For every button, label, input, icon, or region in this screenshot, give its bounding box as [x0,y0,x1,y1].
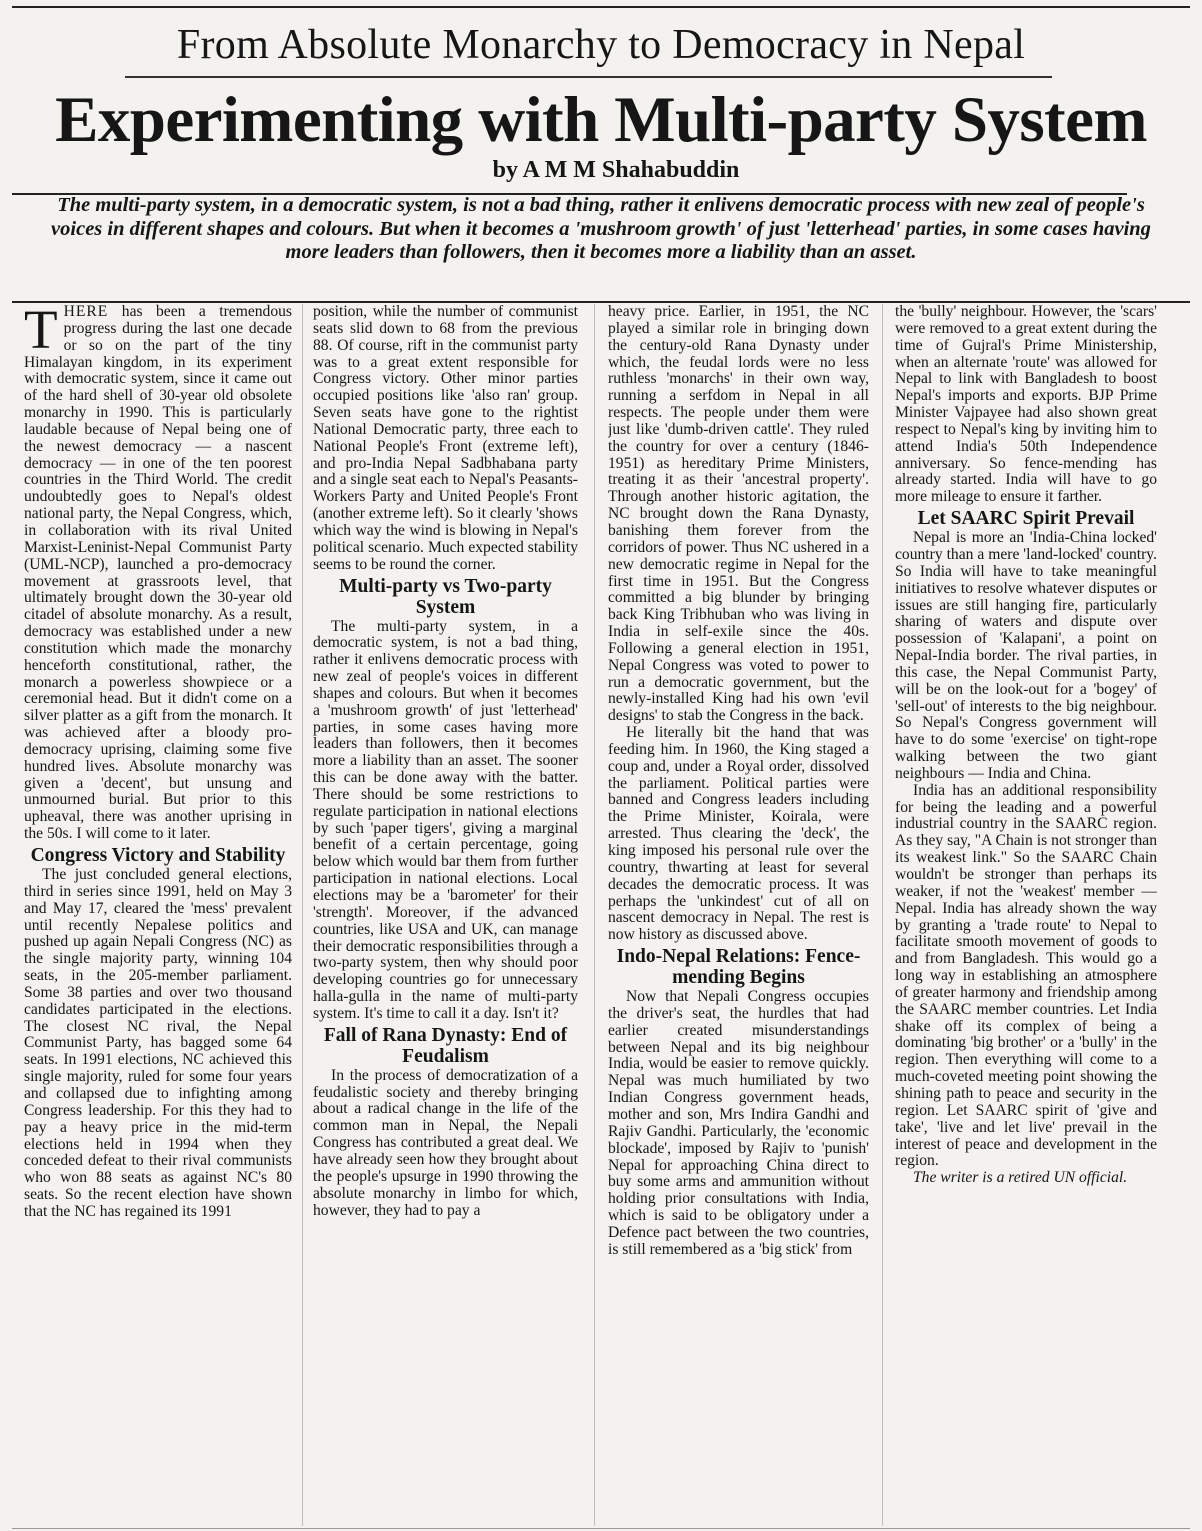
column-2 [313,304,578,1526]
paragraph [24,304,292,843]
column-4 [895,304,1157,1526]
column-divider [594,304,595,1526]
kicker: From Absolute Monarchy to Democracy in Nepal [176,22,1026,68]
paragraph: the 'bully' neighbour. However, the 'scars' were removed to a great extent during the time of Gujral's Prime Ministership, when an alternate 'route' was allowed for Nepal to link with Bangladesh to boost Nepal's imports and exports. BJP Prime Minister Vajpayee had also shown great respect to Nepal's king by inviting him to attend India's 50th Independence anniversary. So fence-mending has already started. India will have to go more mileage to ensure it farther. [895,304,1157,506]
paragraph: The just concluded general elections, third in series since 1991, held on May 3 and May 17, cleared the 'mess' prevalent until recently Nepalese politics and pushed up again Nepali Congress (NC) as the single majority party, winning 104 seats, in the 205-member parliament. Some 38 parties and over two thousand candidates participated in the elections. The closest NC rival, the Nepal Communist Party, has bagged some 64 seats. In 1991 elections, NC achieved this single majority, ruled for some four years and collapsed due to infighting among Congress leadership. For this they had to pay a heavy price in the mid-term elections held in 1994 when they conceded defeat to their rival communists who won 88 seats as against NC's 80 seats. So the recent election have shown that the NC has regained its 1991 [24,866,292,1220]
lead-caps: HERE [63,304,109,320]
subheading: Congress Victory and Stability [30,845,286,866]
column-3 [608,304,869,1526]
subheading: Multi-party vs Two-party System [339,575,552,618]
subheading: Let SAARC Spirit Prevail [917,508,1135,530]
paragraph: The multi-party system, in a democratic system, is not a bad thing, rather it enlivens democratic process with new zeal of people's voices in different shapes and colours. But when it becomes a 'mushroom growth' of just 'letterhead' parties, in some cases having more leaders than followers, then it becomes more a liability than an asset. The sooner this can be done away with the batter. There should be some restrictions to regulate participation in national elections by such 'paper tigers', giving a marginal benefit of a certain percentage, going below which would bar them from further participation in national elections. Local elections may be a 'barometer' for their 'strength'. Moreover, if the advanced countries, like USA and UK, can manage their democratic responsibilities through a two-party system, then why should poor developing countries go for unnecessary halla-gulla in the name of multi-party system. It's time to call it a day. Isn't it? [313,617,578,1022]
byline: by A M M Shahabuddin [492,157,740,183]
column-divider [302,304,303,1526]
top-rule [12,6,1190,8]
subheading: Indo-Nepal Relations: Fence-mending Begins [616,946,861,989]
column-divider [882,304,883,1526]
paragraph: heavy price. Earlier, in 1951, the NC played a similar role in bringing down the century-old Rana Dynasty under which, the feudal lords were no less ruthless 'monarchs' in their own way, running a serfdom in Nepal in all respects. The people under them were just like 'dumb-driven cattle'. They ruled the country for over a century (1846-1951) as hereditary Prime Ministers, treating it as their 'ancestral property'. Through another historic agitation, the NC brought down the Rana Dynasty, banishing them forever from the corridors of power. Thus NC ushered in a new democratic regime in Nepal for the first time in 1951. But the Congress committed a big blunder by bringing back King Tribhuban who was living in India in self-exile since the 40s. Following a general election in 1951, Nepal Congress was voted to power to run a democratic government, but the newly-installed King had his own 'evil designs' to stab the Congress in the back. [608,304,869,725]
paragraph: Nepal is more an 'India-China locked' country than a mere 'land-locked' country. So India will have to take meaningful initiatives to resolve whatever disputes or issues are still hanging fire, particularly sharing of waters and dispute over possession of 'Kalapani', a point on Nepal-India border. The rival parties, in this case, the Nepal Communist Party, will be on the look-out for a 'bogey' of 'sell-out' of interests to the big neighbour. So Nepal's Congress government will have to do some 'exercise' on tight-rope walking between the two giant neighbours — India and China. [895,529,1157,782]
paragraph: position, while the number of communist seats slid down to 68 from the previous 88. Of course, rift in the communist party was to a great extent responsible for Congress victory. Other minor parties occupied positions like 'also ran' group. Seven seats have gone to the rightist National Democratic party, three each to National People's Front (extreme left), and pro-India Nepal Sadbhabana party and a single seat each to Nepal's Peasants-Workers Party and United People's Front (another extreme left). So it clearly 'shows which way the wind is blowing in Nepal's political scenario. Much expected stability seems to be round the corner. [313,304,578,573]
subheading: Fall of Rana Dynasty: End of Feudalism [323,1024,568,1067]
paragraph-text: has been a tremendous progress during the last one decade or so on the part of the tiny Himalayan kingdom, in its experiment with democratic system, since it came out of the hard shell of 30-year old obsolete monarchy in 1990. This is particularly laudable because of Nepal being one of the newest democracy — a nascent democracy — in one of the ten poorest countries in the Third World. The credit undoubtedly goes to Nepal's oldest national party, the Nepal Congress, which, in collaboration with its rival United Marxist-Leninist-Nepal Communist Party (UML-NCP), launched a pro-democracy movement at grassroots level, that ultimately brought down the 30-year old citadel of absolute monarchy. As a result, democracy was established under a new constitution which made the monarchy henceforth constitutional, rather, the monarch a powerless showpiece or a ceremonial head. But it didn't come on a silver platter as a gift from the monarch. It was achieved after a bloody pro-democracy uprising, claiming some five hundred lives. Absolute monarchy was given a 'decent', but unsung and unmourned burial. But prior to this upheaval, there was another uprising in the 50s. I will come to it later. [24,304,292,843]
paragraph: In the process of democratization of a feudalistic society and thereby bringing about a radical change in the life of the common man in Nepal, the Nepali Congress has contributed a great deal. We have already seen how they brought about the people's upsurge in 1990 throwing the absolute monarchy in limbo for which, however, they had to pay a [313,1066,578,1219]
paragraph: He literally bit the hand that was feeding him. In 1960, the King staged a coup and, under a Royal order, dissolved the parliament. Political parties were banned and Congress leaders including the Prime Minister, Koirala, were arrested. Thus clearing the 'deck', the king imposed his personal rule over the country, thwarting at least for several decades the democratic process. It was perhaps the 'unkindest' cut of all on nascent democracy in Nepal. The rest is now history as discussed above. [608,724,869,944]
column-1 [24,304,292,1526]
body-top-rule [12,301,1190,303]
standfirst: The multi-party system, in a democratic system, is not a bad thing, rather it enlivens democratic process with new zeal of people's voices in different shapes and colours. But when it becomes a 'mushroom growth' of just 'letterhead' parties, in some cases having more leaders than followers, then it becomes more a liability than an asset. [51,194,1151,263]
author-credit: The writer is a retired UN official. [913,1169,1128,1187]
headline: Experimenting with Multi-party System [55,84,1147,156]
bottom-rule [12,1528,1190,1529]
paragraph: Now that Nepali Congress occupies the driver's seat, the hurdles that had earlier created misunderstandings between Nepal and its big neighbour India, would be easier to remove quickly. Nepal was much humiliated by two Indian Congress government heads, mother and son, Mrs Indira Gandhi and Rajiv Gandhi. Particularly, the 'economic blockade', imposed by Rajiv to 'punish' Nepal for approaching China direct to buy some arms and ammunition without holding prior consultations with India, which is said to be obligatory under a Defence pact between the two countries, is still remembered as a 'big stick' from [608,988,869,1258]
paragraph: India has an additional responsibility for being the leading and a powerful industrial country in the SAARC region. As they say, "A Chain is not stronger than its weakest link." So the SAARC Chain wouldn't be stronger than perhaps its weaker, if not the 'weakest' member — Nepal. India has already shown the way by granting a 'trade route' to Nepal to facilitate smooth movement of goods to and from Bangladesh. This would go a long way in establishing an atmosphere of greater harmony and friendship among the SAARC member countries. Let India shake off its complex of being a dominating 'big brother' or a 'bully' in the region. Then everything will come to a much-coveted meeting point showing the shining path to peace and security in the region. Let SAARC spirit of 'give and take', 'live and let live' prevail in the interest of peace and development in the region. [895,781,1157,1170]
drop-cap: T [24,304,58,360]
